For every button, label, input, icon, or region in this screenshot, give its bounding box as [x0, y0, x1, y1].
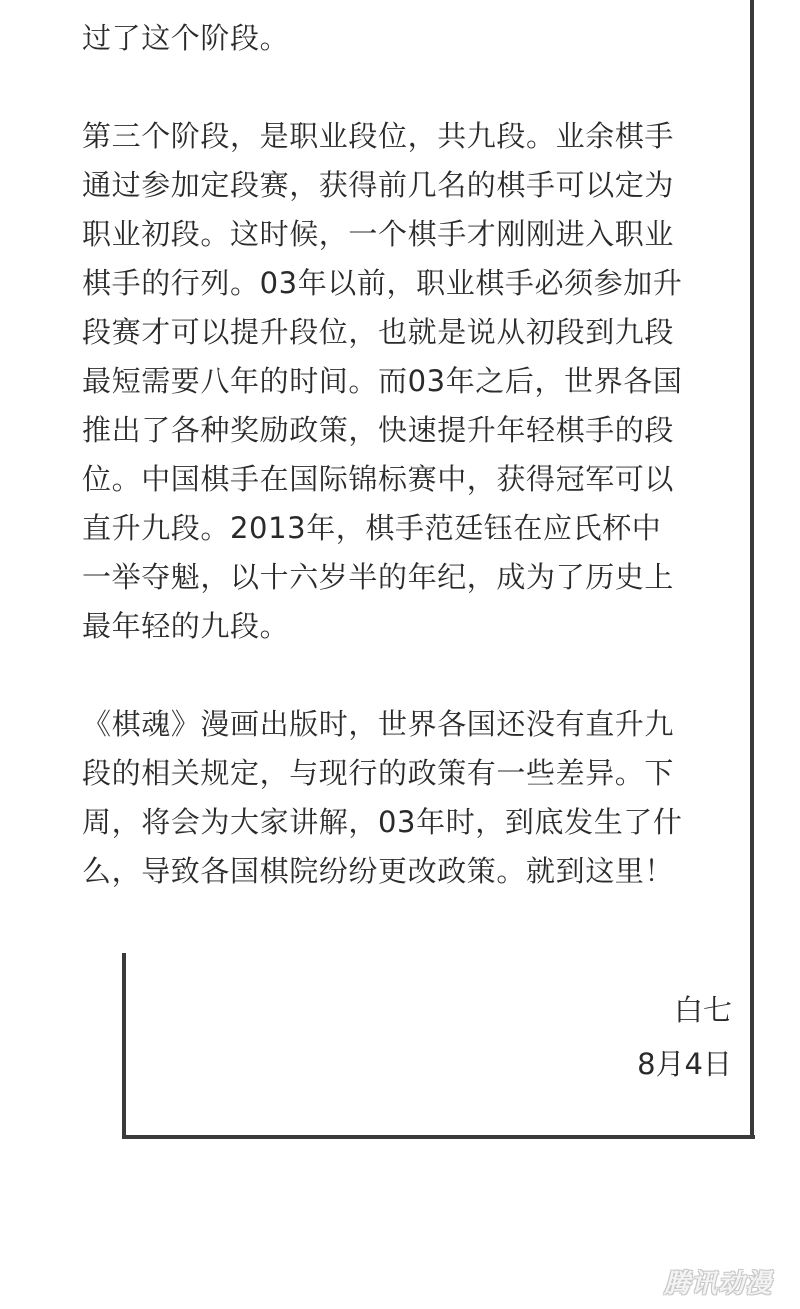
- paragraph-line: 棋手的行列。03年以前，职业棋手必须参加升: [82, 266, 683, 300]
- paragraph-line: 周，将会为大家讲解，03年时，到底发生了什: [82, 805, 683, 839]
- paragraph-3: [82, 700, 734, 896]
- author-name: 白七: [673, 993, 732, 1027]
- paragraph-line: 通过参加定段赛，获得前几名的棋手可以定为: [82, 168, 675, 202]
- paragraph-line: 么，导致各国棋院纷纷更改政策。就到这里！: [82, 854, 675, 888]
- paragraph-line: 位。中国棋手在国际锦标赛中，获得冠军可以: [82, 462, 675, 496]
- paragraph-line: 职业初段。这时候，一个棋手才刚刚进入职业: [82, 217, 675, 251]
- paragraph-line: 段赛才可以提升段位，也就是说从初段到九段: [82, 315, 675, 349]
- paragraph-2: [82, 112, 734, 651]
- publish-date: 8月4日: [637, 1047, 732, 1081]
- paragraph-line: 一举夺魁，以十六岁半的年纪，成为了历史上: [82, 560, 675, 594]
- paragraph-line: 第三个阶段，是职业段位，共九段。业余棋手: [82, 119, 675, 153]
- paragraph-1: [82, 14, 734, 63]
- signature-block: [637, 983, 732, 1091]
- paragraph-line: 段的相关规定，与现行的政策有一些差异。下: [82, 756, 675, 790]
- paragraph-line: 最年轻的九段。: [82, 609, 290, 643]
- article-body: [82, 14, 734, 945]
- paragraph-line: 过了这个阶段。: [82, 21, 290, 55]
- paragraph-line: 《棋魂》漫画出版时，世界各国还没有直升九: [82, 707, 675, 741]
- paragraph-line: 直升九段。2013年，棋手范廷钰在应氏杯中: [82, 511, 662, 545]
- paragraph-line: 最短需要八年的时间。而03年之后，世界各国: [82, 364, 683, 398]
- paragraph-line: 推出了各种奖励政策，快速提升年轻棋手的段: [82, 413, 675, 447]
- site-watermark: 腾讯动漫: [663, 1268, 772, 1299]
